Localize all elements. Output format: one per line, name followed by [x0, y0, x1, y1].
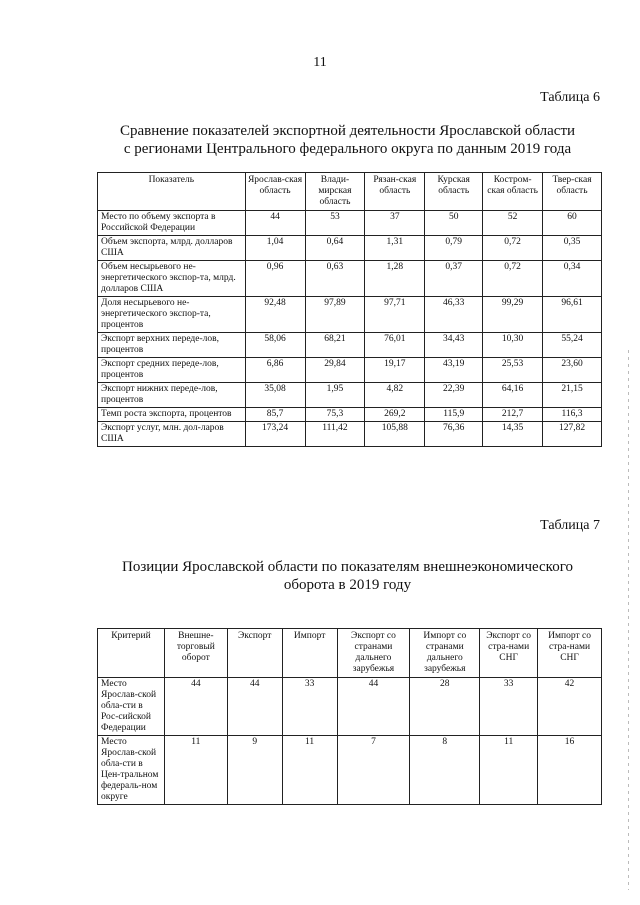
- table6-header-cell: Влади-мирская область: [305, 173, 365, 211]
- table-cell: 75,3: [305, 408, 365, 422]
- table-cell: 11: [164, 736, 227, 805]
- table6-header-cell: Ярослав-ская область: [245, 173, 305, 211]
- row-label: Экспорт нижних переде-лов, процентов: [98, 383, 246, 408]
- table6-header-cell: Показатель: [98, 173, 246, 211]
- table-cell: 0,96: [245, 261, 305, 297]
- table-cell: 115,9: [425, 408, 483, 422]
- table-cell: 44: [245, 211, 305, 236]
- table-cell: 29,84: [305, 358, 365, 383]
- table7-header-cell: Экспорт со странами дальнего зарубежья: [337, 629, 410, 678]
- table-cell: 1,28: [365, 261, 425, 297]
- row-label: Экспорт верхних переде-лов, процентов: [98, 333, 246, 358]
- table7-header-cell: Импорт: [282, 629, 337, 678]
- row-label: Темп роста экспорта, процентов: [98, 408, 246, 422]
- table-cell: 58,06: [245, 333, 305, 358]
- table-row: [98, 678, 602, 736]
- table-cell: 11: [282, 736, 337, 805]
- table-cell: 10,30: [483, 333, 543, 358]
- table-cell: 269,2: [365, 408, 425, 422]
- table-cell: 7: [337, 736, 410, 805]
- table-cell: 44: [337, 678, 410, 736]
- table-cell: 46,33: [425, 297, 483, 333]
- table6-export-comparison: [97, 172, 602, 447]
- table-row: [98, 211, 602, 236]
- table-cell: 8: [410, 736, 480, 805]
- table-cell: 173,24: [245, 422, 305, 447]
- table-cell: 11: [480, 736, 538, 805]
- row-label: Объем несырьевого не-энергетического экспор-та, млрд. долларов США: [98, 261, 246, 297]
- table-cell: 1,04: [245, 236, 305, 261]
- table-cell: 42: [538, 678, 602, 736]
- table-cell: 50: [425, 211, 483, 236]
- table-cell: 1,95: [305, 383, 365, 408]
- table7-title: [60, 558, 635, 594]
- table-row: [98, 297, 602, 333]
- table-cell: 34,43: [425, 333, 483, 358]
- table-cell: 127,82: [543, 422, 602, 447]
- table-cell: 1,31: [365, 236, 425, 261]
- table-cell: 212,7: [483, 408, 543, 422]
- table-cell: 85,7: [245, 408, 305, 422]
- table6-title-line2: с регионами Центрального федерального округа по данным 2019 года: [123, 141, 572, 157]
- table6-header-cell: Костром-ская область: [483, 173, 543, 211]
- table-cell: 35,08: [245, 383, 305, 408]
- table-cell: 28: [410, 678, 480, 736]
- table7-title-line1: Позиции Ярославской области по показателям внешнеэкономического: [122, 559, 573, 575]
- table-row: [98, 422, 602, 447]
- row-label: Объем экспорта, млрд. долларов США: [98, 236, 246, 261]
- table-cell: 92,48: [245, 297, 305, 333]
- table-cell: 105,88: [365, 422, 425, 447]
- table-cell: 0,34: [543, 261, 602, 297]
- table6-title-line1: Сравнение показателей экспортной деятельности Ярославской области: [119, 123, 576, 139]
- table6-header-row: [98, 173, 602, 211]
- table-cell: 96,61: [543, 297, 602, 333]
- table-row: [98, 383, 602, 408]
- table7-label: Таблица 7: [540, 518, 600, 533]
- table-cell: 33: [282, 678, 337, 736]
- table-cell: 97,71: [365, 297, 425, 333]
- table-cell: 9: [227, 736, 282, 805]
- table-cell: 0,37: [425, 261, 483, 297]
- table-cell: 22,39: [425, 383, 483, 408]
- table7-title-line2: оборота в 2019 году: [283, 577, 412, 593]
- table-cell: 52: [483, 211, 543, 236]
- table7-header-cell: Импорт со стра-нами СНГ: [538, 629, 602, 678]
- table-cell: 0,64: [305, 236, 365, 261]
- row-label: Экспорт средних переде-лов, процентов: [98, 358, 246, 383]
- table-cell: 0,35: [543, 236, 602, 261]
- table-cell: 4,82: [365, 383, 425, 408]
- table-cell: 6,86: [245, 358, 305, 383]
- row-label: Доля несырьевого не-энергетического экспор-та, процентов: [98, 297, 246, 333]
- table-cell: 25,53: [483, 358, 543, 383]
- table-row: [98, 358, 602, 383]
- table6-header-cell: Твер-ская область: [543, 173, 602, 211]
- table-cell: 60: [543, 211, 602, 236]
- table-row: [98, 408, 602, 422]
- row-label: Место по объему экспорта в Российской Федерации: [98, 211, 246, 236]
- table-cell: 19,17: [365, 358, 425, 383]
- table-cell: 43,19: [425, 358, 483, 383]
- table7-header-cell: Критерий: [98, 629, 165, 678]
- table-row: [98, 236, 602, 261]
- table-cell: 111,42: [305, 422, 365, 447]
- row-label: Место Ярослав-ской обла-сти в Цен-тральном федераль-ном округе: [98, 736, 165, 805]
- table-cell: 68,21: [305, 333, 365, 358]
- table-cell: 76,01: [365, 333, 425, 358]
- row-label: Место Ярослав-ской обла-сти в Рос-сийской Федерации: [98, 678, 165, 736]
- table-cell: 0,72: [483, 236, 543, 261]
- table7-header-cell: Импорт со странами дальнего зарубежья: [410, 629, 480, 678]
- table-row: [98, 736, 602, 805]
- page-number: 11: [313, 55, 327, 70]
- table-cell: 76,36: [425, 422, 483, 447]
- table-cell: 37: [365, 211, 425, 236]
- scan-edge-line: [628, 350, 629, 890]
- table-cell: 0,63: [305, 261, 365, 297]
- table-cell: 97,89: [305, 297, 365, 333]
- table-cell: 99,29: [483, 297, 543, 333]
- table-cell: 0,79: [425, 236, 483, 261]
- table7-header-cell: Экспорт со стра-нами СНГ: [480, 629, 538, 678]
- table-cell: 21,15: [543, 383, 602, 408]
- table6-label: Таблица 6: [540, 90, 600, 105]
- table7-header-cell: Внешне-торговый оборот: [164, 629, 227, 678]
- table-cell: 64,16: [483, 383, 543, 408]
- table-cell: 14,35: [483, 422, 543, 447]
- table7-header-row: [98, 629, 602, 678]
- table6-header-cell: Курская область: [425, 173, 483, 211]
- table-row: [98, 333, 602, 358]
- row-label: Экспорт услуг, млн. дол-ларов США: [98, 422, 246, 447]
- table7-foreign-trade-positions: [97, 628, 602, 805]
- table-cell: 16: [538, 736, 602, 805]
- table-cell: 44: [164, 678, 227, 736]
- table-cell: 44: [227, 678, 282, 736]
- table6-title: [60, 122, 635, 158]
- table-cell: 0,72: [483, 261, 543, 297]
- table-cell: 55,24: [543, 333, 602, 358]
- table-cell: 33: [480, 678, 538, 736]
- table-cell: 53: [305, 211, 365, 236]
- table-cell: 23,60: [543, 358, 602, 383]
- table-cell: 116,3: [543, 408, 602, 422]
- table-row: [98, 261, 602, 297]
- table6-header-cell: Рязан-ская область: [365, 173, 425, 211]
- table7-header-cell: Экспорт: [227, 629, 282, 678]
